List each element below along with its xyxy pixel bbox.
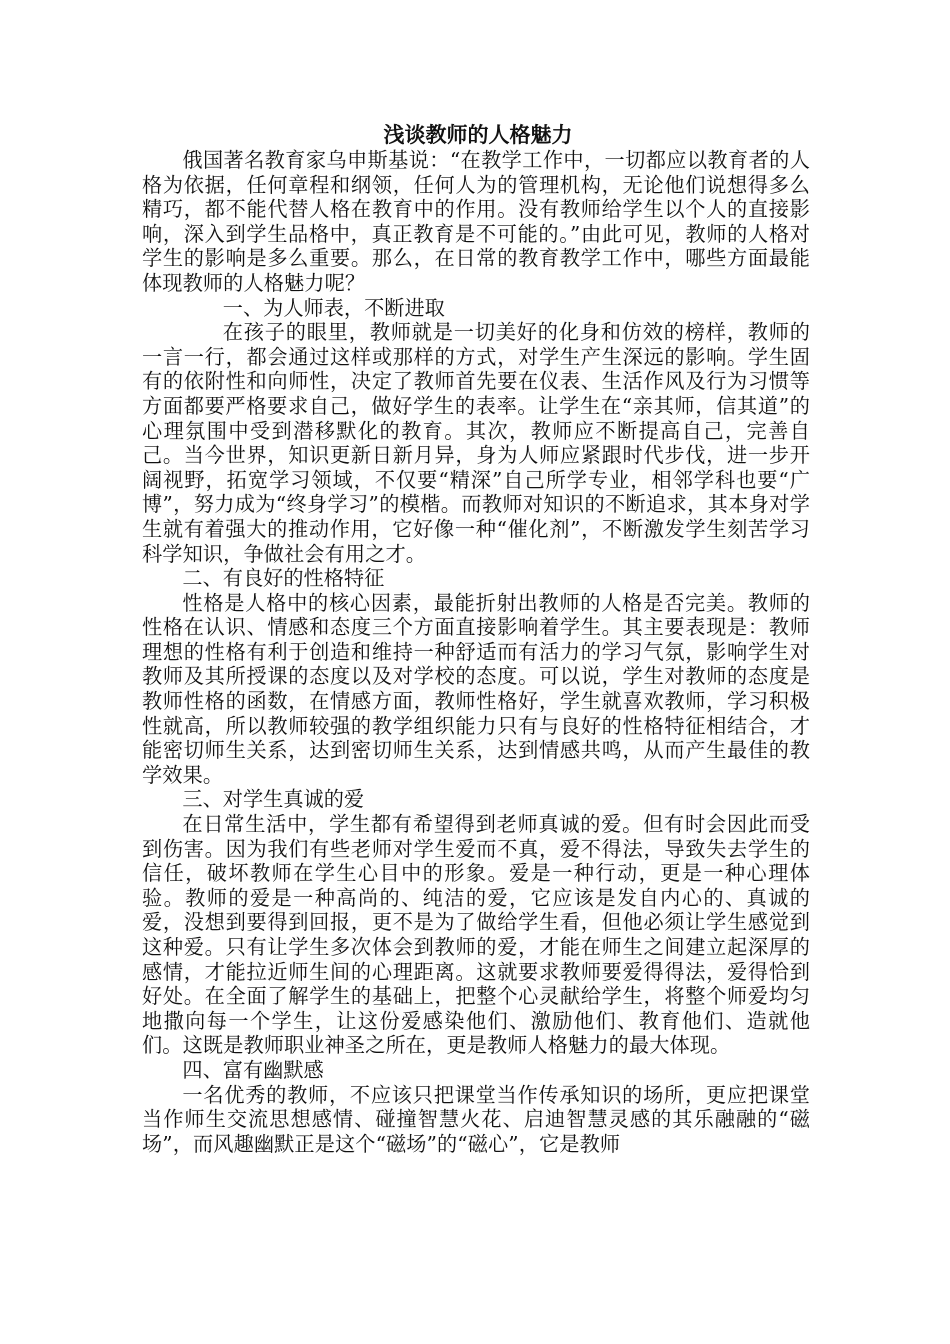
document-title: 浅谈教师的人格魅力	[383, 122, 573, 147]
document-body	[142, 122, 810, 1156]
section-body-1: 在孩子的眼里，教师就是一切美好的化身和仿效的榜样，教师的一言一行，都会通过这样或那样的方式，对学生产生深远的影响。学生固有的依附性和向师性，决定了教师首先要在仪表、生活作风及行为习惯等方面都要严格要求自己，做好学生的表率。让学生在“亲其师，信其道”的心理氛围中受到潜移默化的教育。其次，教师应不断提高自己，完善自己。当今世界，知识更新日新月异，身为人师应紧跟时代步伐，进一步开阔视野，拓宽学习领域，不仅要“精深”自己所学专业，相邻学科也要“广博”，努力成为“终身学习”的模楷。而教师对知识的不断追求，其本身对学生就有着强大的推动作用，它好像一种“催化剂”，不断激发学生刻苦学习科学知识，争做社会有用之才。	[142, 320, 810, 566]
section-body-2: 性格是人格中的核心因素，最能折射出教师的人格是否完美。教师的性格在认识、情感和态度三个方面直接影响着学生。其主要表现是：教师理想的性格有利于创造和维持一种舒适而有活力的学习气氛，影响学生对教师及其所授课的态度以及对学校的态度。可以说，学生对教师的态度是教师性格的函数，在情感方面，教师性格好，学生就喜欢教师，学习积极性就高，所以教师较强的教学组织能力只有与良好的性格特征相结合，才能密切师生关系，达到密切师生关系，达到情感共鸣，从而产生最佳的教学效果。	[142, 590, 810, 787]
section-heading-4: 四、富有幽默感	[182, 1057, 324, 1082]
section-heading-3: 三、对学生真诚的爱	[182, 787, 365, 812]
intro-paragraph: 俄国著名教育家乌申斯基说：“在教学工作中，一切都应以教育者的人格为依据，任何章程和纲领，任何人为的管理机构，无论他们说想得多么精巧，都不能代替人格在教育中的作用。没有教师给学生以个人的直接影响，深入到学生品格中，真正教育是不可能的。”由此可见，教师的人格对学生的影响是多么重要。那么，在日常的教育教学工作中，哪些方面最能体现教师的人格魅力呢？	[142, 148, 810, 295]
section-body-3: 在日常生活中，学生都有希望得到老师真诚的爱。但有时会因此而受到伤害。因为我们有些老师对学生爱而不真，爱不得法，导致失去学生的信任，破坏教师在学生心目中的形象。爱是一种行动，更是一种心理体验。教师的爱是一种高尚的、纯洁的爱，它应该是发自内心的、真诚的爱，没想到要得到回报，更不是为了做给学生看，但他必须让学生感觉到这种爱。只有让学生多次体会到教师的爱，才能在师生之间建立起深厚的感情，才能拉近师生间的心理距离。这就要求教师要爱得得法，爱得恰到好处。在全面了解学生的基础上，把整个心灵献给学生，将整个师爱均匀地撒向每一个学生，让这份爱感染他们、激励他们、教育他们、造就他们。这既是教师职业神圣之所在，更是教师人格魅力的最大体现。	[142, 812, 810, 1058]
section-body-4: 一名优秀的教师，不应该只把课堂当作传承知识的场所，更应把课堂当作师生交流思想感情、碰撞智慧火花、启迪智慧灵感的其乐融融的“磁场”，而风趣幽默正是这个“磁场”的“磁心”，它是教师	[142, 1082, 810, 1156]
section-heading-2: 二、有良好的性格特征	[182, 566, 385, 591]
section-heading-1: 一、为人师表，不断进取	[222, 295, 445, 320]
